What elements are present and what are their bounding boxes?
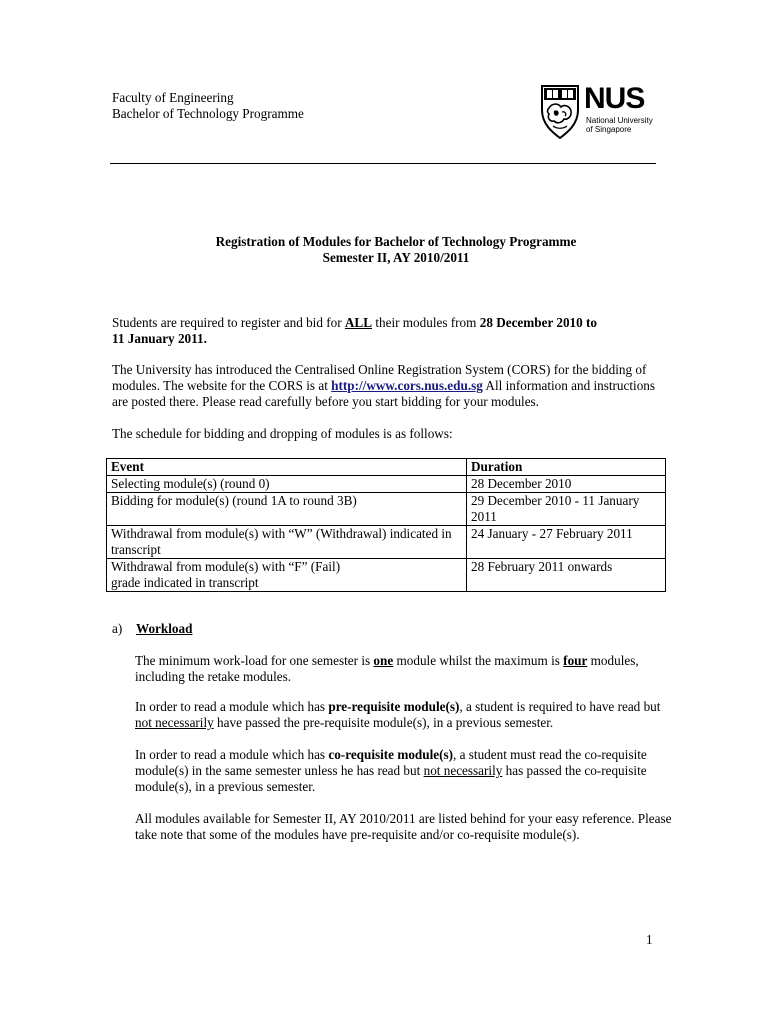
title-line-2: Semester II, AY 2010/2011 [322, 250, 470, 265]
nus-logo [540, 84, 660, 140]
duration-cell: 28 December 2010 [467, 476, 666, 493]
table-row [107, 476, 666, 493]
body-text: The minimum work-load for one semester is [135, 653, 374, 668]
event-cell-line: Withdrawal from module(s) with “F” (Fail) [111, 559, 341, 574]
table-row [107, 493, 666, 526]
underlined-phrase: not necessarily [135, 715, 214, 730]
table-row [107, 526, 666, 559]
logo-wordmark: NUS [584, 82, 645, 115]
min-modules-emphasis: one [373, 653, 394, 668]
event-cell [107, 559, 467, 592]
body-text: , a student is required to have read but [459, 699, 661, 714]
body-text: have passed the pre-requisite module(s), in a previous semester. [213, 715, 554, 730]
header-rule [110, 163, 656, 164]
body-text: In order to read a module which has [135, 699, 329, 714]
body-text: modules, including the retake modules. [135, 653, 639, 684]
table-header-row [107, 459, 666, 476]
cors-link[interactable]: http://www.cors.nus.edu.sg [331, 378, 483, 393]
section-title: Workload [136, 621, 193, 636]
workload-paragraph-4: All modules available for Semester II, AY 2010/2011 are listed behind for your easy reference. Please take note that some of the modules have pre-requisite and/or co-requisite module(s). [135, 811, 672, 842]
document-title [110, 234, 682, 266]
programme-name: Bachelor of Technology Programme [112, 106, 304, 121]
logo-subtitle-line1: National University [586, 116, 653, 125]
all-emphasis: ALL [344, 315, 373, 330]
intro-text: their modules from [372, 315, 480, 330]
event-cell: Withdrawal from module(s) with “W” (Withdrawal) indicated in transcript [107, 526, 467, 559]
logo-subtitle-line2: of Singapore [586, 125, 632, 134]
intro-paragraph-2 [112, 362, 672, 410]
body-text: has passed the co-requisite module(s), in a previous semester. [135, 763, 647, 794]
column-header-event: Event [107, 459, 467, 476]
section-heading-workload [112, 621, 192, 637]
workload-paragraph-3 [135, 747, 675, 795]
event-cell-line: grade indicated in transcript [111, 575, 259, 590]
column-header-duration: Duration [467, 459, 666, 476]
intro-text: The University has introduced the Centralised Online Registration System (CORS) for the bidding of modules. The website for the CORS is at [112, 362, 647, 393]
faculty-name: Faculty of Engineering [112, 90, 234, 105]
corequisite-emphasis: co-requisite module(s) [328, 747, 454, 762]
registration-dates: 28 December 2010 to [479, 315, 598, 330]
event-cell: Bidding for module(s) (round 1A to round 3B) [107, 493, 467, 526]
duration-cell: 24 January - 27 February 2011 [467, 526, 666, 559]
intro-paragraph-3: The schedule for bidding and dropping of modules is as follows: [112, 426, 453, 441]
intro-text: Students are required to register and bid for [112, 315, 345, 330]
document-header [112, 90, 304, 122]
max-modules-emphasis: four [563, 653, 588, 668]
title-line-1: Registration of Modules for Bachelor of Technology Programme [215, 234, 577, 249]
page-number: 1 [646, 932, 653, 947]
registration-end-date: 11 January 2011. [112, 331, 207, 346]
body-text: module whilst the maximum is [393, 653, 564, 668]
intro-paragraph-1 [112, 315, 672, 347]
prerequisite-emphasis: pre-requisite module(s) [328, 699, 460, 714]
workload-paragraph-2 [135, 699, 675, 731]
intro-text: All information and instructions are posted there. Please read carefully before you start bidding for your modules. [112, 378, 656, 409]
body-text: In order to read a module which has [135, 747, 329, 762]
underlined-phrase: not necessarily [423, 763, 503, 778]
schedule-table [106, 458, 666, 592]
workload-paragraph-1 [135, 653, 675, 685]
section-marker: a) [112, 621, 123, 636]
body-text: , a student must read the co-requisite module(s) in the same semester unless he has read but [135, 747, 647, 778]
duration-cell: 28 February 2011 onwards [467, 559, 666, 592]
event-cell: Selecting module(s) (round 0) [107, 476, 467, 493]
table-row [107, 559, 666, 592]
duration-cell: 29 December 2010 - 11 January 2011 [467, 493, 666, 526]
